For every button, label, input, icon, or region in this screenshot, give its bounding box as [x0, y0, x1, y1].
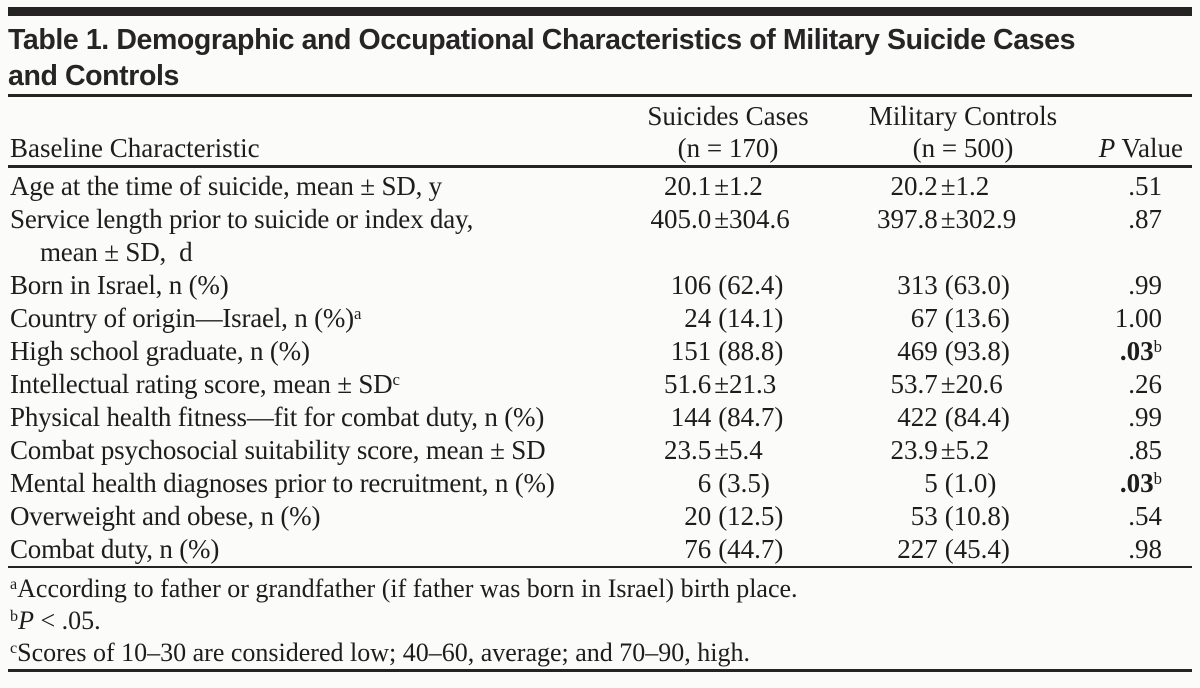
suicides-value: 405.0 ±304.6: [650, 204, 790, 234]
suicides-value: 20 (12.5): [684, 501, 784, 531]
footnote: $^a$According to father or grandfather (if father was born in Israel) birth place.: [10, 574, 798, 603]
row-label: Country of origin—Israel, n (%)$^a$: [10, 303, 362, 333]
col-header-p-value-italic-p: P: [1098, 133, 1116, 163]
p-value: .85: [1128, 435, 1162, 465]
table-top-rule: [8, 7, 1192, 16]
table-row: [8, 170, 1192, 203]
table-row: [8, 368, 1192, 401]
table-row: [8, 500, 1192, 533]
p-value: .87: [1128, 204, 1162, 234]
col-header-suicides-cases-line1: Suicides Cases: [647, 101, 809, 131]
suicides-value: 76 (44.7): [684, 534, 784, 564]
controls-value: 313 (63.0): [897, 270, 1010, 300]
table-row: [8, 467, 1192, 500]
table-row: [8, 401, 1192, 434]
col-header-military-controls: [848, 100, 1078, 164]
row-label: Age at the time of suicide, mean ± SD, y: [10, 171, 442, 201]
controls-value: 53 (10.8): [910, 501, 1010, 531]
table-row: [8, 434, 1192, 467]
col-header-military-controls-n: (n = 500): [912, 133, 1014, 163]
row-label: Intellectual rating score, mean ± $SD^c$: [10, 369, 400, 399]
row-label: Service length prior to suicide or index day, mean ± SD, d: [8, 203, 608, 269]
p-value: .98: [1128, 534, 1162, 564]
bottom-rule: [8, 669, 1192, 672]
col-header-suicides-cases: [608, 100, 848, 164]
suicides-value: 106 (62.4): [670, 270, 784, 300]
table-row: [8, 269, 1192, 302]
footnote-marker-c: c: [392, 369, 400, 389]
controls-value: 53.7 ±20.6: [890, 369, 1003, 399]
controls-value: 397.8 ±302.9: [876, 204, 1017, 234]
controls-value: 227 (45.4): [897, 534, 1010, 564]
suicides-value: 144 (84.7): [670, 402, 784, 432]
footnote-marker-c: c: [10, 639, 18, 657]
table-page: [0, 7, 1200, 688]
table-title-line2: and Controls: [8, 60, 179, 92]
suicides-value: 6 (3.5): [697, 468, 770, 498]
p-value: .03$^b$: [1119, 336, 1162, 366]
col-header-suicides-cases-n: (n = 170): [677, 133, 779, 163]
footnote-marker-a: a: [10, 575, 18, 593]
p-value: .03$^b$: [1119, 468, 1162, 498]
suicides-value: 24 (14.1): [684, 303, 784, 333]
row-label: Combat psychosocial suitability score, mean ± SD: [10, 435, 546, 465]
controls-value: 469 (93.8): [897, 336, 1010, 366]
footnote: $^b$P < .05.: [10, 606, 101, 635]
suicides-value: 51.6 ±21.3: [663, 369, 777, 399]
suicides-value: 151 (88.8): [670, 336, 784, 366]
table-title: [8, 22, 1192, 94]
controls-value: 23.9 ±5.2: [890, 435, 990, 465]
table-row: [8, 335, 1192, 368]
col-header-baseline-characteristic: Baseline Characteristic: [10, 133, 260, 163]
table-row: [8, 533, 1192, 566]
row-label: Born in Israel, n (%): [10, 270, 229, 300]
col-header-military-controls-line1: Military Controls: [868, 101, 1058, 131]
table-body: [8, 168, 1192, 566]
p-value: .99: [1128, 402, 1162, 432]
col-header-p-value-rest: Value: [1115, 133, 1183, 163]
footnotes: [8, 568, 1192, 669]
controls-value: 67 (13.6): [910, 303, 1010, 333]
row-label: Physical health fitness—fit for combat duty, n (%): [10, 402, 545, 432]
controls-value: 5 (1.0): [924, 468, 997, 498]
row-label: Combat duty, n (%): [10, 534, 220, 564]
footnote-marker-b: b: [10, 607, 19, 625]
row-label: Overweight and obese, n (%): [10, 501, 321, 531]
p-value: 1.00: [1114, 303, 1162, 333]
controls-value: 422 (84.4): [897, 402, 1010, 432]
table-title-line1: Table 1. Demographic and Occupational Characteristics of Military Suicide Cases: [8, 24, 1076, 56]
row-label: High school graduate, n (%): [10, 336, 310, 366]
table-row: [8, 302, 1192, 335]
col-header-p-value: [1078, 132, 1192, 164]
controls-value: 20.2 ±1.2: [890, 171, 990, 201]
row-label: Mental health diagnoses prior to recruitment, n (%): [10, 468, 555, 498]
footnote: $^c$Scores of 10–30 are considered low; 40–60, average; and 70–90, high.: [10, 638, 751, 667]
footnote-marker-a: a: [353, 303, 362, 323]
suicides-value: 23.5 ±5.4: [663, 435, 763, 465]
p-value: .99: [1128, 270, 1162, 300]
table-row: [8, 203, 1192, 269]
row-label-line2: mean ± SD, d: [40, 237, 193, 267]
footnote-marker-b: b: [1153, 468, 1162, 488]
suicides-value: 20.1 ±1.2: [663, 171, 763, 201]
p-value: .51: [1128, 171, 1162, 201]
column-header-row: [8, 97, 1192, 165]
p-value: .26: [1128, 369, 1162, 399]
p-value: .54: [1128, 501, 1162, 531]
footnote-marker-b: b: [1153, 336, 1162, 356]
